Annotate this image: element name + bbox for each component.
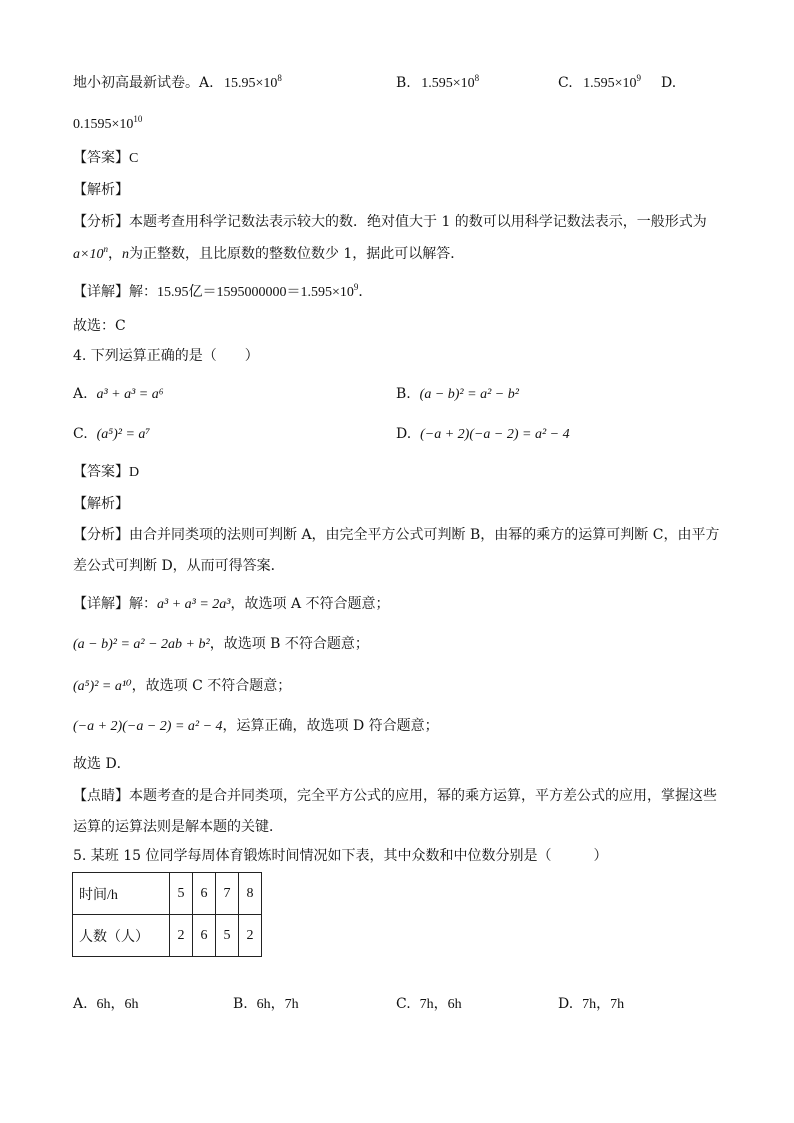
q3-answer: 【答案】C	[73, 150, 139, 166]
q5-option-a: A. 6h，6h	[73, 996, 139, 1012]
table-cell: 6	[193, 915, 216, 957]
q3-detail: 【详解】解：15.95亿$=1595000000=1.595\times 10^9$．	[73, 282, 373, 300]
q3-analysis-1: 【分析】本题考查用科学记数法表示较大的数．绝对值大于 1 的数可以用科学记数法表示，一般形式为	[73, 214, 707, 230]
q5-table	[72, 872, 262, 957]
q3-cont-text: 地小初高最新试卷。A.	[73, 75, 214, 91]
table-cell: 5	[216, 915, 239, 957]
q3-analysis-2: $a\times 10^n$，n为正整数，且比原数的整数位数少 1，据此可以解答．	[73, 244, 465, 262]
table-row	[73, 873, 262, 915]
q5-option-d: D. 7h，7h	[558, 996, 625, 1012]
q4-detail-4: (−a + 2)(−a − 2) = a² − 4，运算正确，故选项 D 符合题意；	[73, 718, 439, 734]
q4-analysis-1: 【分析】由合并同类项的法则可判断 A，由完全平方公式可判断 B，由幂的乘方的运算可判断 C，由平方	[73, 527, 720, 543]
q4-option-d: D. (−a + 2)(−a − 2) = a² − 4	[396, 426, 570, 442]
q3-option-d-label: D.	[661, 75, 677, 91]
q3-option-c: C. $1.595\times 10^9$	[558, 73, 642, 91]
q3-option-d: $0.1595\times 10^{10}$	[73, 114, 143, 132]
q4-stem: 4. 下列运算正确的是（ ）	[73, 348, 259, 364]
q5-option-c: C. 7h，6h	[396, 996, 462, 1012]
q4-detail-3: (a⁵)² = a¹⁰，故选项 C 不符合题意；	[73, 678, 292, 694]
table-cell: 人数（人）	[73, 915, 170, 957]
q3-option-b: B. $1.595\times 10^8$	[396, 73, 480, 91]
q4-option-c: C. (a⁵)² = a⁷	[73, 426, 151, 442]
table-cell: 时间/h	[73, 873, 170, 915]
table-cell: 5	[170, 873, 193, 915]
table-row	[73, 915, 262, 957]
table-cell: 8	[239, 873, 262, 915]
q3-options-line	[73, 73, 282, 94]
q3-jiexi-tag: 【解析】	[73, 182, 129, 198]
q3-choose: 故选：C	[73, 318, 126, 334]
q4-analysis-2: 差公式可判断 D，从而可得答案．	[73, 558, 285, 574]
q4-answer: 【答案】D	[73, 464, 140, 480]
q4-choose: 故选 D．	[73, 756, 131, 772]
q4-option-a: A. a³ + a³ = a⁶	[73, 386, 164, 402]
q4-dianjing-1: 【点睛】本题考查的是合并同类项，完全平方公式的应用，幂的乘方运算，平方差公式的应用，掌握这些	[73, 788, 717, 804]
q3-option-a: $15.95\times 10^8$	[224, 73, 282, 91]
q4-detail-2: (a − b)² = a² − 2ab + b²，故选项 B 不符合题意；	[73, 636, 369, 652]
q4-jiexi-tag: 【解析】	[73, 496, 129, 512]
q4-detail-1: 【详解】解：a³ + a³ = 2a³，故选项 A 不符合题意；	[73, 596, 390, 612]
q5-stem: 5. 某班 15 位同学每周体育锻炼时间情况如下表，其中众数和中位数分别是（ ）	[73, 848, 608, 864]
table-cell: 6	[193, 873, 216, 915]
table-cell: 7	[216, 873, 239, 915]
q5-option-b: B. 6h，7h	[233, 996, 299, 1012]
q4-option-b: B. (a − b)² = a² − b²	[396, 386, 519, 402]
table-cell: 2	[239, 915, 262, 957]
table-cell: 2	[170, 915, 193, 957]
q4-dianjing-2: 运算的运算法则是解本题的关键．	[73, 819, 283, 835]
